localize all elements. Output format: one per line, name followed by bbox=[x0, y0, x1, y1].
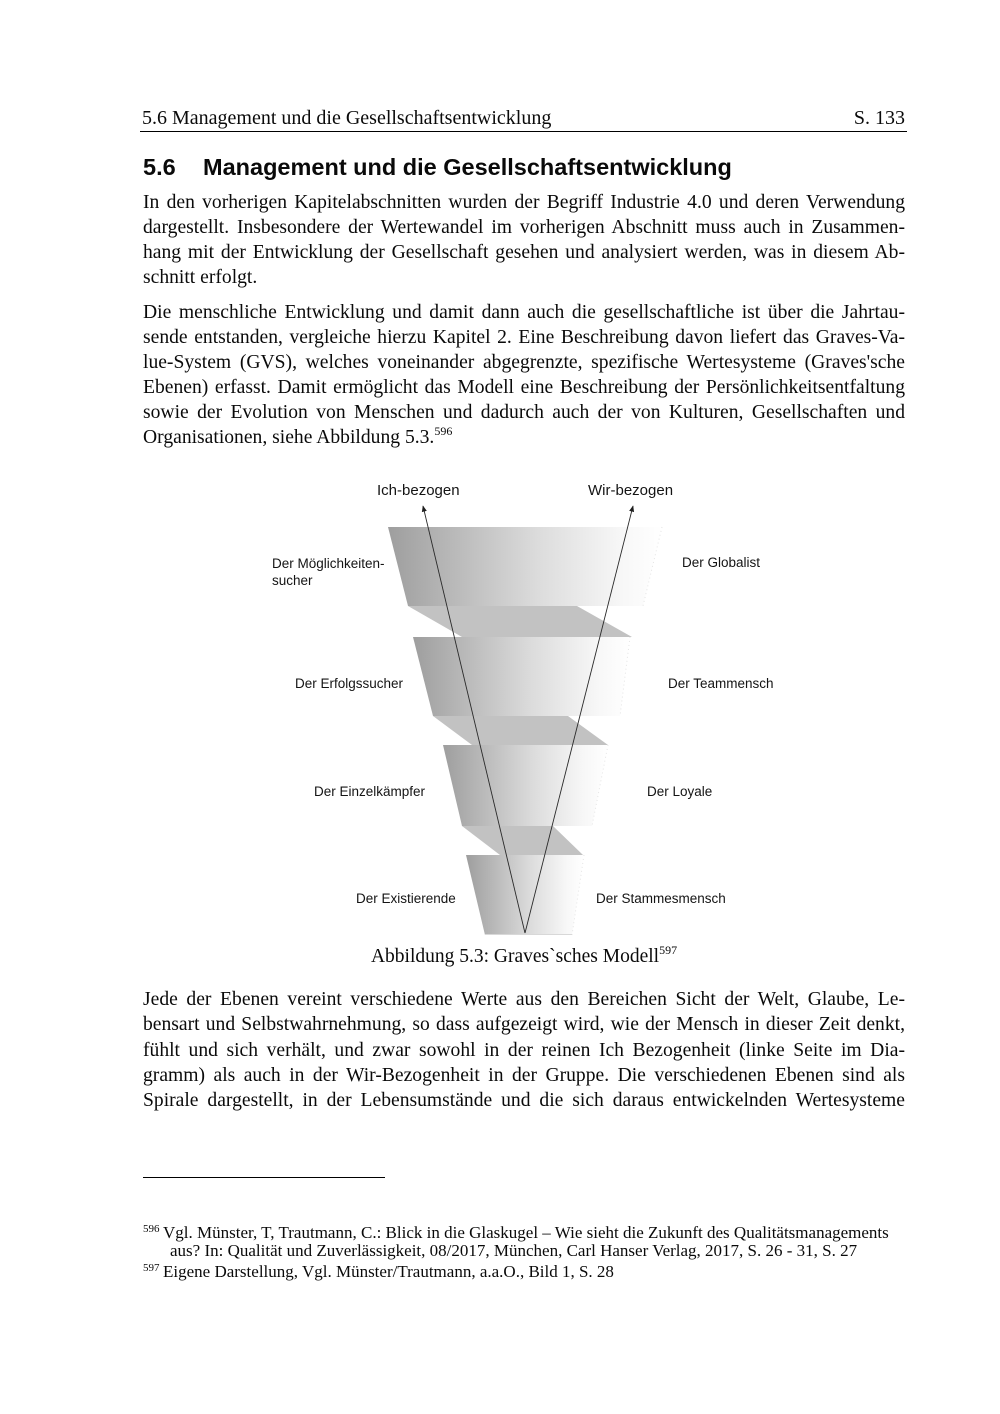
axis-label-wir-bezogen: Wir-bezogen bbox=[588, 482, 674, 499]
text-line: In den vorherigen Kapitelabschnitten wurden der Begriff Industrie 4.0 und deren Verwendung bbox=[143, 192, 905, 213]
footnote-separator bbox=[143, 1177, 385, 1178]
footnote-text-line: Eigene Darstellung, Vgl. Münster/Trautmann, a.a.O., Bild 1, S. 28 bbox=[163, 1262, 614, 1281]
level-4-left-label: Der Existierende bbox=[356, 891, 456, 906]
section-number: 5.6 bbox=[143, 154, 176, 180]
text-line: sende entstanden, vergleiche hierzu Kapitel 2. Eine Beschreibung davon liefert das Graves-Va- bbox=[143, 327, 905, 348]
spiral-connector-3 bbox=[462, 826, 583, 855]
text-line: gramm) als auch in der Wir-Bezogenheit in der Gruppe. Die verschiedenen Ebenen sind als bbox=[143, 1064, 905, 1086]
text-line: dargestellt. Insbesondere der Wertewandel im vorherigen Abschnitt muss auch in Zusammen- bbox=[143, 217, 905, 238]
paragraph-1 bbox=[143, 190, 905, 290]
level-3-right-label: Der Loyale bbox=[647, 784, 713, 799]
text-line: fühlt und sich verhält, und zwar sowohl in der reinen Ich Bezogenheit (linke Seite im Dia- bbox=[143, 1039, 905, 1061]
text-line: Jede der Ebenen vereint verschiedene Werte aus den Bereichen Sicht der Welt, Glaube, Le- bbox=[143, 989, 905, 1010]
text-line: sowie der Evolution von Menschen und dadurch auch der von Kulturen, Gesellschaften und bbox=[143, 402, 905, 423]
page-number: S. 133 bbox=[853, 107, 905, 129]
paragraph-3 bbox=[143, 987, 905, 1113]
spiral-level-2 bbox=[413, 637, 630, 716]
graves-model-diagram bbox=[250, 470, 810, 950]
text-line: Die menschliche Entwicklung und damit dann auch die gesellschaftliche ist über die Jahrtau- bbox=[143, 302, 905, 323]
text-line: hang mit der Entwicklung der Gesellschaft gesehen und analysiert werden, was in diesem Ab- bbox=[143, 242, 905, 263]
text-line bbox=[143, 425, 905, 450]
text-line-content: Organisationen, siehe Abbildung 5.3. bbox=[143, 427, 435, 448]
paragraph-2 bbox=[143, 300, 905, 450]
level-2-left-label: Der Erfolgssucher bbox=[295, 676, 404, 691]
text-line: schnitt erfolgt. bbox=[143, 267, 258, 288]
spiral-connector-2 bbox=[433, 716, 608, 745]
axis-label-ich-bezogen: Ich-bezogen bbox=[377, 482, 460, 499]
footnote-text-line: Vgl. Münster, T, Trautmann, C.: Blick in die Glaskugel – Wie sieht die Zukunft des Qualitätsmanagements bbox=[163, 1223, 889, 1242]
footnote-number: 597 bbox=[143, 1262, 160, 1274]
level-1-right-label: Der Globalist bbox=[682, 555, 761, 570]
figure-caption bbox=[143, 944, 905, 969]
spiral-level-4 bbox=[466, 855, 584, 935]
footnote-number: 596 bbox=[143, 1223, 160, 1235]
spiral-level-3 bbox=[443, 745, 608, 826]
footnote-596 bbox=[143, 1224, 905, 1260]
footnote-reference: 596 bbox=[434, 424, 453, 438]
text-line: bensart und Selbstwahrnehmung, so dass aufgezeigt wird, wie der Mensch in dieser Zeit denkt, bbox=[143, 1014, 905, 1036]
figure-caption-text: Abbildung 5.3: Graves`sches Modell bbox=[370, 946, 660, 967]
level-1-left-label: Der Möglichkeiten- bbox=[272, 556, 385, 571]
spiral-connector-1 bbox=[408, 606, 632, 637]
header-rule bbox=[140, 131, 907, 132]
level-3-left-label: Der Einzelkämpfer bbox=[314, 784, 426, 799]
text-line: Ebenen) erfasst. Damit ermöglicht das Modell eine Beschreibung der Persönlichkeitsentfaltung bbox=[143, 377, 905, 398]
text-line: lue-System (GVS), welches voneinander abgegrenzte, spezifische Wertesysteme (Graves'sche bbox=[143, 352, 905, 373]
level-4-right-label: Der Stammesmensch bbox=[596, 891, 726, 906]
level-1-left-label-line-2: sucher bbox=[272, 573, 313, 588]
footnote-text-line: aus? In: Qualität und Zuverlässigkeit, 08/2017, München, Carl Hanser Verlag, 2017, S. 26 - 31, S. 27 bbox=[170, 1241, 858, 1260]
footnote-597 bbox=[143, 1263, 905, 1281]
text-line: Spirale dargestellt, in der Lebensumstände und die sich daraus entwickelnden Wertesysteme bbox=[143, 1090, 905, 1112]
level-2-right-label: Der Teammensch bbox=[668, 676, 774, 691]
footnote-reference: 597 bbox=[659, 943, 678, 957]
section-title: Management und die Gesellschaftsentwicklung bbox=[203, 154, 732, 180]
running-header-title: 5.6 Management und die Gesellschaftsentwicklung bbox=[142, 107, 552, 129]
spiral-level-1 bbox=[388, 527, 662, 606]
